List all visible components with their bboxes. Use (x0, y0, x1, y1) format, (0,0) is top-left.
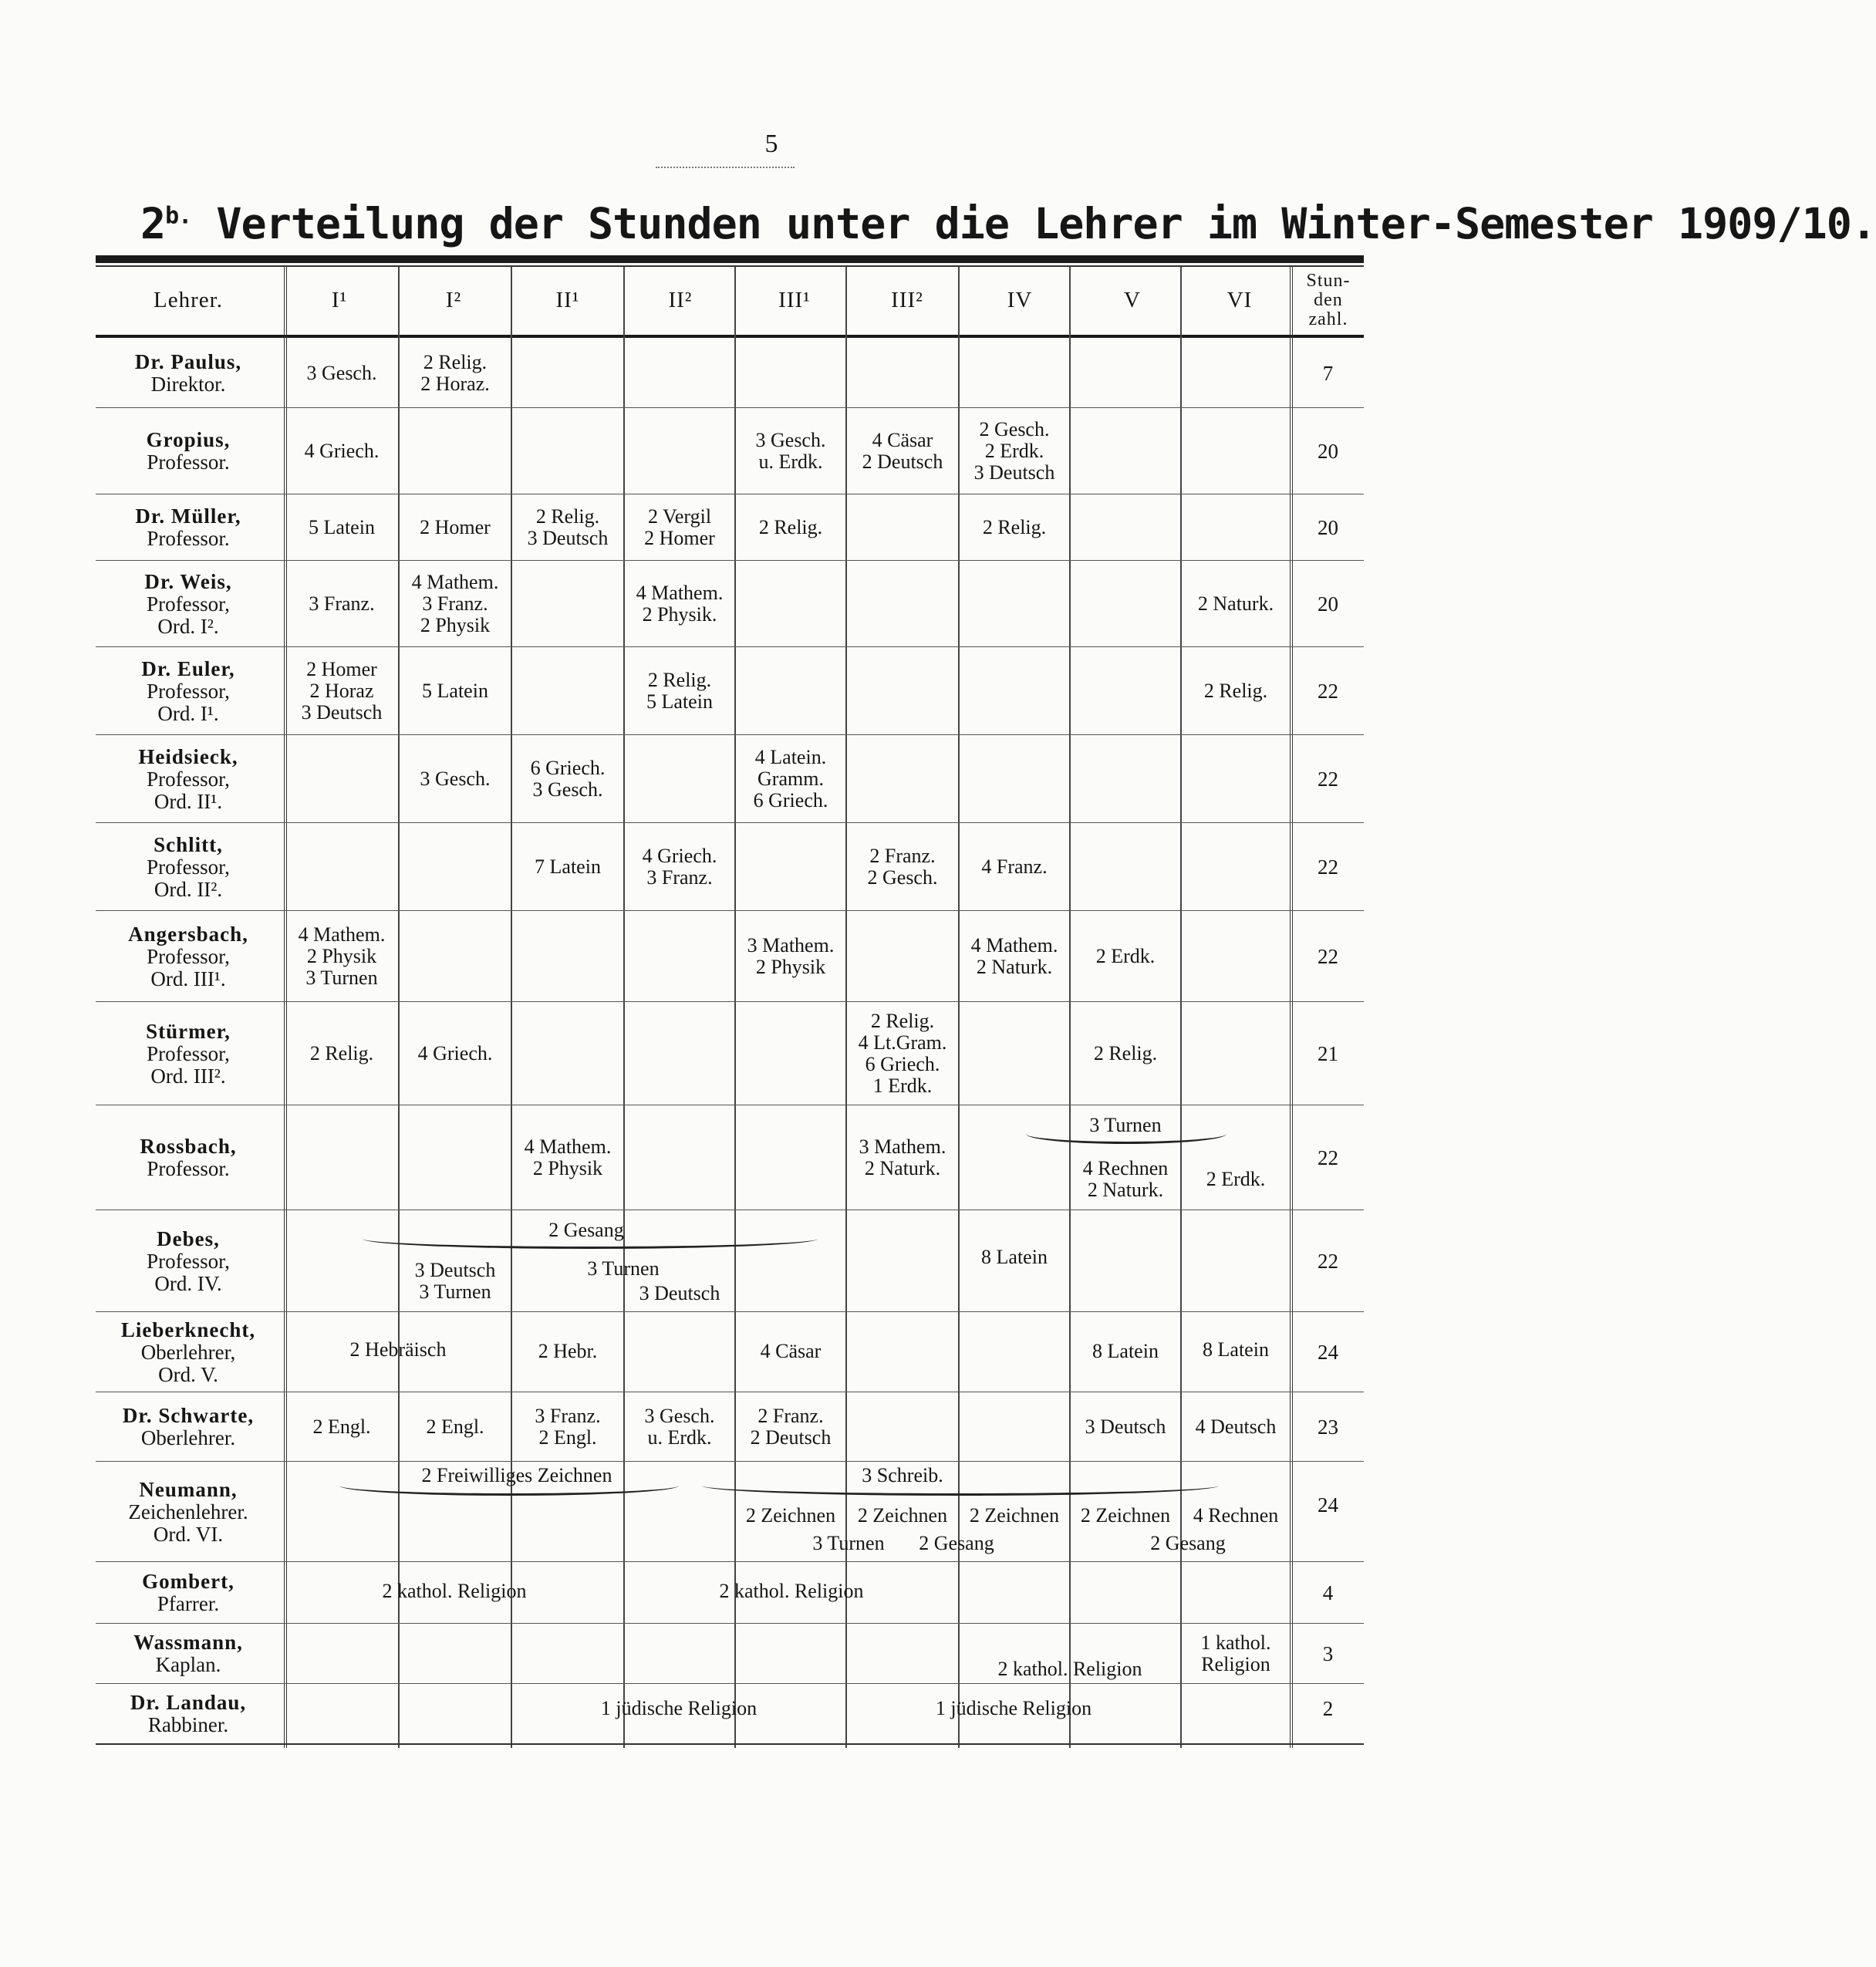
schedule-cell: 2 Naturk. (1197, 592, 1274, 615)
teacher-role: Professor, (147, 592, 230, 616)
row-divider (96, 407, 1364, 408)
teacher-role: Oberlehrer. (140, 1426, 236, 1449)
title-sup: b. (165, 202, 192, 230)
brace (702, 1486, 1219, 1496)
schedule-cell: 4 Cäsar 2 Deutsch (862, 429, 943, 473)
schedule-cell: 2 Homer (420, 516, 491, 538)
schedule-cell-span: 2 Gesang (548, 1219, 624, 1241)
schedule-cell: 2 Relig. (309, 1042, 374, 1064)
schedule-cell: 3 Deutsch 3 Turnen (414, 1259, 496, 1303)
teacher-name: Schlitt, (154, 832, 223, 856)
total-hours: 20 (1318, 592, 1338, 616)
schedule-cell: 4 Griech. 3 Franz. (642, 845, 717, 889)
schedule-cell: 8 Latein (1203, 1338, 1269, 1361)
teacher-name: Heidsieck, (138, 744, 238, 768)
brace (339, 1486, 679, 1496)
teacher-role: Professor, (147, 1041, 230, 1065)
schedule-cell-span: 1 jüdische Religion (600, 1697, 757, 1719)
schedule-cell: 2 Franz. 2 Deutsch (750, 1405, 832, 1449)
schedule-cell-span: 2 kathol. Religion (719, 1580, 864, 1602)
schedule-cell: 6 Griech. 3 Gesch. (530, 757, 606, 801)
schedule-cell: 2 Relig. 5 Latein (646, 669, 713, 713)
schedule-cell-span: 2 Gesang (1150, 1532, 1226, 1554)
teacher-name: Dr. Schwarte, (122, 1404, 255, 1427)
schedule-cell: 2 Erdk. (1206, 1168, 1266, 1190)
schedule-cell: 4 Latein. Gramm. 6 Griech. (753, 746, 828, 811)
column-header-II2: II² (668, 287, 693, 312)
teacher-ordinarius: Ord. V. (158, 1362, 218, 1386)
teacher-cell (96, 912, 281, 1001)
total-hours: 3 (1322, 1641, 1334, 1665)
teacher-ordinarius: Ord. IV. (154, 1271, 222, 1295)
schedule-cell: 2 Homer 2 Horaz 3 Deutsch (301, 658, 383, 724)
schedule-cell: 2 Franz. 2 Gesch. (867, 845, 938, 889)
row-divider (96, 734, 1364, 735)
total-hours: 21 (1318, 1041, 1338, 1065)
row-divider (96, 560, 1364, 561)
teacher-cell (96, 1685, 281, 1743)
teacher-name: Gropius, (146, 428, 231, 451)
teacher-name: Dr. Weis, (144, 569, 232, 593)
teacher-cell (96, 1106, 281, 1210)
column-header-II1: II¹ (555, 287, 580, 312)
schedule-cell: 4 Mathem. 2 Physik 3 Turnen (298, 923, 386, 989)
schedule-cell: 8 Latein (1092, 1340, 1159, 1362)
schedule-cell: 3 Deutsch (639, 1282, 720, 1304)
total-hours: 4 (1322, 1581, 1334, 1604)
row-divider (96, 1623, 1364, 1624)
teacher-cell (96, 339, 281, 407)
schedule-cell: 3 Gesch. u. Erdk. (755, 429, 826, 473)
schedule-cell: 2 Engl. (426, 1415, 484, 1438)
table-bottom-rule (96, 1743, 1364, 1745)
schedule-cell: 1 kathol. Religion (1200, 1631, 1271, 1675)
schedule-cell: 3 Deutsch (1085, 1415, 1166, 1438)
teacher-ordinarius: Ord. VI. (153, 1522, 224, 1546)
schedule-cell: 2 Relig. (758, 516, 823, 538)
teacher-ordinarius: Ord. III². (150, 1064, 226, 1088)
teacher-cell (96, 1003, 281, 1105)
total-hours: 24 (1318, 1493, 1338, 1517)
schedule-cell-span: 2 kathol. Religion (997, 1658, 1142, 1680)
grid-line (511, 267, 512, 1748)
schedule-cell-span: 2 Freiwilliges Zeichnen (421, 1464, 612, 1486)
column-header-IV: IV (1007, 287, 1033, 312)
teacher-cell (96, 736, 281, 822)
total-hours: 24 (1318, 1340, 1338, 1364)
teacher-ordinarius: Ord. III¹. (150, 967, 226, 990)
teacher-role: Professor, (147, 944, 230, 968)
teacher-role: Rabbiner. (147, 1713, 229, 1736)
teacher-ordinarius: Ord. I². (157, 614, 219, 638)
grid-line (623, 267, 625, 1748)
teacher-cell (96, 1313, 281, 1392)
teacher-role: Professor, (147, 767, 230, 791)
schedule-cell: 3 Franz. 2 Engl. (535, 1405, 601, 1449)
total-hours: 22 (1318, 767, 1338, 791)
brace (1026, 1134, 1226, 1144)
schedule-cell-span: 3 Schreib. (862, 1464, 943, 1486)
teacher-cell (96, 648, 281, 734)
schedule-cell: 4 Cäsar (760, 1340, 822, 1362)
row-divider (96, 1683, 1364, 1684)
teacher-cell (96, 495, 281, 560)
page-title (140, 199, 1876, 248)
row-divider (96, 646, 1364, 647)
page-number: 5 (764, 130, 778, 158)
schedule-cell: 7 Latein (535, 855, 601, 878)
column-header-VI: VI (1226, 287, 1253, 312)
schedule-cell: 3 Gesch. (306, 362, 377, 384)
teacher-name: Dr. Landau, (130, 1691, 247, 1714)
column-header-total: Stun- den zahl. (1306, 270, 1351, 329)
teacher-role: Professor, (147, 679, 230, 703)
schedule-cell: 4 Mathem. 3 Franz. 2 Physik (411, 571, 499, 636)
teacher-name: Neumann, (139, 1477, 238, 1501)
teacher-name: Rossbach, (140, 1135, 237, 1158)
teacher-role: Zeichenlehrer. (128, 1500, 248, 1523)
total-hours: 22 (1318, 1249, 1338, 1273)
teacher-role: Direktor. (150, 373, 226, 396)
schedule-cell: 5 Latein (422, 680, 488, 702)
teacher-role: Professor. (147, 450, 230, 474)
schedule-cell: 5 Latein (309, 516, 375, 538)
schedule-cell: 2 Relig. 2 Horaz. (420, 351, 490, 395)
teacher-cell (96, 562, 281, 646)
schedule-cell: 2 Relig. (982, 516, 1047, 538)
schedule-cell-span: 2 Hebräisch (349, 1338, 447, 1361)
teacher-name: Dr. Paulus, (134, 350, 242, 373)
column-header-teacher: Lehrer. (154, 287, 223, 312)
teacher-role: Professor. (147, 1157, 230, 1180)
column-header-III1: III¹ (778, 287, 811, 312)
schedule-cell: 2 Vergil 2 Homer (644, 505, 715, 549)
total-hours: 20 (1318, 439, 1338, 463)
total-hours: 20 (1318, 515, 1338, 539)
teacher-ordinarius: Ord. II¹. (154, 789, 223, 813)
teacher-cell (96, 824, 281, 910)
schedule-cell-span: 2 kathol. Religion (382, 1580, 527, 1602)
total-hours: 22 (1318, 944, 1338, 968)
schedule-cell: 2 Relig. 4 Lt.Gram. 6 Griech. 1 Erdk. (858, 1010, 947, 1097)
row-divider (96, 822, 1364, 823)
schedule-cell: 2 Zeichnen (1080, 1504, 1171, 1527)
schedule-cell-span: 3 Turnen (1089, 1114, 1162, 1136)
total-hours: 2 (1322, 1696, 1334, 1720)
teacher-name: Gombert, (142, 1570, 235, 1593)
brace (363, 1239, 818, 1249)
schedule-cell: 2 Zeichnen (857, 1504, 948, 1527)
schedule-cell: 2 Gesch. 2 Erdk. 3 Deutsch (973, 418, 1055, 484)
column-header-I1: I¹ (331, 287, 348, 312)
schedule-cell: 2 Hebr. (538, 1340, 598, 1362)
schedule-cell: 4 Griech. (304, 440, 380, 462)
teacher-role: Professor, (147, 1249, 230, 1273)
teacher-cell (96, 1393, 281, 1461)
schedule-cell: 2 Erdk. (1095, 945, 1156, 967)
teacher-ordinarius: Ord. I¹. (157, 701, 219, 725)
teacher-role: Professor, (147, 855, 230, 879)
schedule-cell: 4 Mathem. 2 Physik. (636, 582, 724, 626)
total-hours: 22 (1318, 855, 1338, 879)
schedule-cell: 2 Zeichnen (969, 1504, 1060, 1527)
teacher-ordinarius: Ord. II². (154, 877, 223, 901)
teacher-role: Kaplan. (155, 1653, 221, 1676)
row-divider (96, 1001, 1364, 1002)
teacher-name: Dr. Euler, (141, 656, 235, 680)
schedule-cell: 2 Relig. (1203, 680, 1268, 702)
total-hours: 22 (1318, 679, 1338, 703)
schedule-cell: 4 Franz. (981, 855, 1048, 878)
teacher-role: Professor. (147, 527, 230, 550)
schedule-cell-span: 3 Turnen (587, 1257, 660, 1280)
schedule-cell: 2 Engl. (312, 1415, 371, 1438)
schedule-cell: 4 Mathem. 2 Naturk. (970, 934, 1058, 978)
schedule-cell: 8 Latein (981, 1246, 1048, 1268)
teacher-name: Dr. Müller, (135, 504, 241, 528)
total-hours: 23 (1318, 1415, 1338, 1439)
schedule-cell: 3 Gesch. (420, 768, 491, 790)
schedule-cell: 4 Rechnen 2 Naturk. (1082, 1157, 1169, 1201)
row-divider (96, 1461, 1364, 1462)
row-divider (96, 910, 1364, 911)
teacher-role: Oberlehrer, (140, 1340, 236, 1364)
schedule-cell: 4 Griech. (417, 1042, 493, 1064)
teacher-cell (96, 409, 281, 494)
title-rule (96, 255, 1364, 263)
schedule-cell: 2 Relig. (1093, 1042, 1158, 1064)
schedule-cell: 3 Mathem. 2 Physik (747, 934, 835, 978)
schedule-cell: 4 Deutsch (1195, 1415, 1277, 1438)
column-header-III2: III² (891, 287, 923, 312)
teacher-name: Debes, (157, 1226, 220, 1250)
schedule-cell: 2 Relig. 3 Deutsch (527, 505, 609, 549)
teacher-name: Wassmann, (133, 1631, 243, 1654)
total-hours: 7 (1322, 361, 1334, 385)
teacher-role: Pfarrer. (157, 1592, 220, 1615)
teacher-cell (96, 1563, 281, 1623)
schedule-cell-span: 2 Gesang (919, 1532, 994, 1554)
column-header-V: V (1124, 287, 1141, 312)
schedule-cell-span: 1 jüdische Religion (935, 1697, 1092, 1719)
schedule-cell: 4 Mathem. 2 Physik (524, 1135, 612, 1179)
teacher-cell (96, 1625, 281, 1683)
teacher-cell (96, 1463, 281, 1561)
teacher-name: Angersbach, (128, 922, 248, 946)
schedule-cell: 3 Gesch. u. Erdk. (644, 1405, 715, 1449)
title-text: Verteilung der Stunden unter die Lehrer im Winter-Semester 1909/10. (191, 199, 1876, 248)
column-header-I2: I² (445, 287, 462, 312)
row-divider (96, 1561, 1364, 1562)
teacher-name: Stürmer, (146, 1019, 231, 1043)
teacher-cell (96, 1211, 281, 1311)
teacher-name: Lieberknecht, (120, 1318, 256, 1341)
schedule-cell: 4 Rechnen (1193, 1504, 1279, 1527)
page-number-ornament (656, 167, 795, 168)
schedule-cell: 2 Zeichnen (745, 1504, 836, 1527)
schedule-cell-span: 3 Turnen (812, 1532, 885, 1554)
schedule-cell: 3 Mathem. 2 Naturk. (859, 1135, 946, 1179)
schedule-cell: 3 Franz. (309, 592, 375, 615)
title-prefix: 2 (140, 199, 166, 248)
total-hours: 22 (1318, 1145, 1338, 1169)
row-divider (96, 1311, 1364, 1312)
